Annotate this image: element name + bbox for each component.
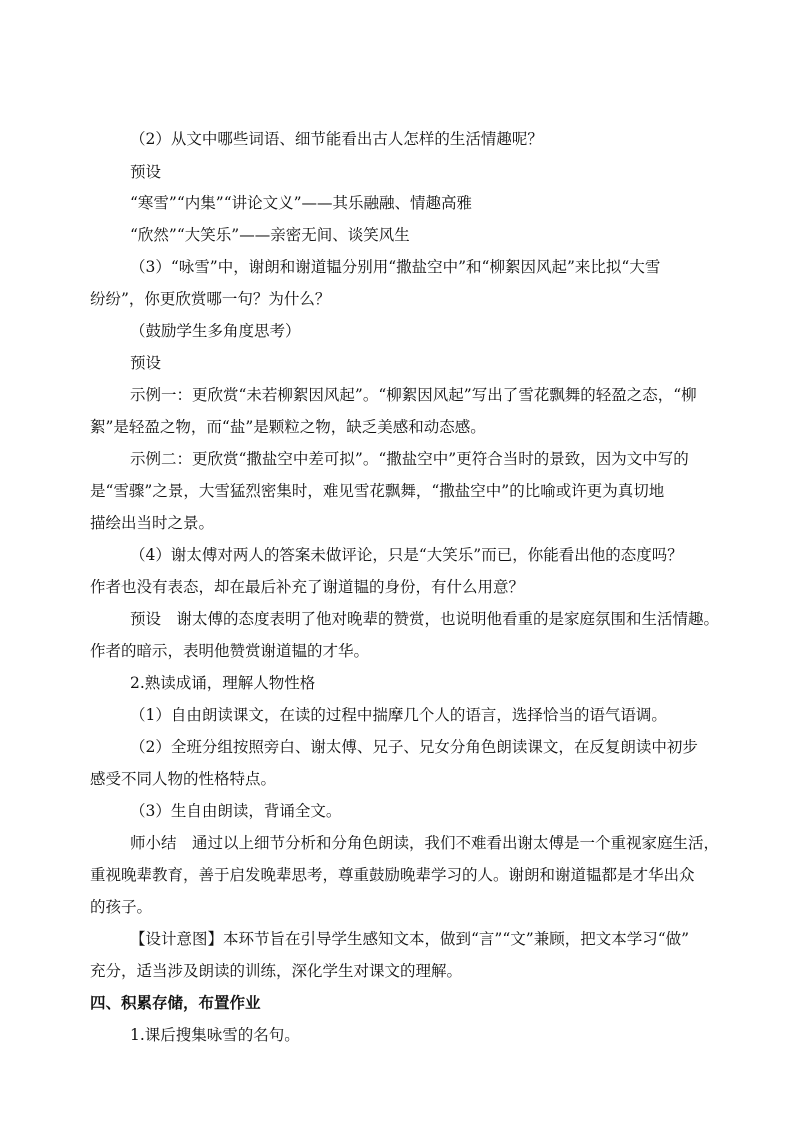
- note-line: （鼓励学生多角度思考）: [130, 322, 301, 340]
- example-2: 示例二：更欣赏“撒盐空中差可拟”。“撒盐空中”更符合当时的景致，因为文中写的: [130, 450, 689, 468]
- design-intent: 【设计意图】本环节旨在引导学生感知文本，做到“言”“文”兼顾，把文本学习“做”: [130, 930, 690, 948]
- task-1: （1）自由朗读课文，在读的过程中揣摩几个人的语言，选择恰当的语气语调。: [130, 706, 667, 724]
- task-2: （2）全班分组按照旁白、谢太傅、兄子、兄女分角色朗读课文，在反复朗读中初步: [130, 738, 698, 756]
- question-4-cont: 作者也没有表态，却在最后补充了谢道韫的身份，有什么用意？: [90, 578, 525, 596]
- example-2-cont: 描绘出当时之景。: [90, 514, 215, 532]
- teacher-summary: 师小结 通过以上细节分析和分角色朗读，我们不难看出谢太傅是一个重视家庭生活，: [130, 834, 720, 852]
- example-1-cont: 絮”是轻盈之物，而“盐”是颗粒之物，缺乏美感和动态感。: [90, 418, 486, 436]
- preset-answer-cont: 作者的暗示，表明他赞赏谢道韫的才华。: [90, 642, 370, 660]
- section-heading: 2.熟读成诵，理解人物性格: [130, 674, 316, 692]
- preset-label: 预设: [130, 354, 162, 372]
- question-2: （2）从文中哪些词语、细节能看出古人怎样的生活情趣呢？: [130, 130, 543, 148]
- task-2-cont: 感受不同人物的性格特点。: [90, 770, 277, 788]
- design-intent-cont: 充分，适当涉及朗读的训练，深化学生对课文的理解。: [90, 962, 463, 980]
- preset-label: 预设: [130, 163, 162, 181]
- teacher-summary-cont: 重视晚辈教育，善于启发晚辈思考，尊重鼓励晚辈学习的人。谢朗和谢道韫都是才华出众: [90, 866, 695, 884]
- question-3-cont: 纷纷”，你更欣赏哪一句？为什么？: [90, 290, 331, 308]
- answer-line: “寒雪”“内集”“讲论文义”——其乐融融、情趣高雅: [130, 194, 473, 212]
- example-1: 示例一：更欣赏“未若柳絮因风起”。“柳絮因风起”写出了雪花飘舞的轻盈之态，“柳: [130, 386, 697, 404]
- teacher-summary-cont: 的孩子。: [90, 898, 153, 916]
- example-2-cont: 是“雪骤”之景，大雪猛烈密集时，难见雪花飘舞，“撒盐空中”的比喻或许更为真切地: [90, 482, 665, 500]
- question-3: （3）“咏雪”中，谢朗和谢道韫分别用“撒盐空中”和“柳絮因风起”来比拟“大雪: [130, 258, 661, 276]
- answer-line: “欣然”“大笑乐”——亲密无间、谈笑风生: [130, 226, 410, 244]
- homework-1: 1.课后搜集咏雪的名句。: [130, 1026, 300, 1044]
- chapter-heading: 四、积累存储，布置作业: [90, 993, 261, 1012]
- task-3: （3）生自由朗读，背诵全文。: [130, 802, 342, 820]
- question-4: （4）谢太傅对两人的答案未做评论，只是“大笑乐”而已，你能看出他的态度吗？: [130, 546, 683, 564]
- preset-answer: 预设 谢太傅的态度表明了他对晚辈的赞赏，也说明他看重的是家庭氛围和生活情趣。: [130, 610, 720, 628]
